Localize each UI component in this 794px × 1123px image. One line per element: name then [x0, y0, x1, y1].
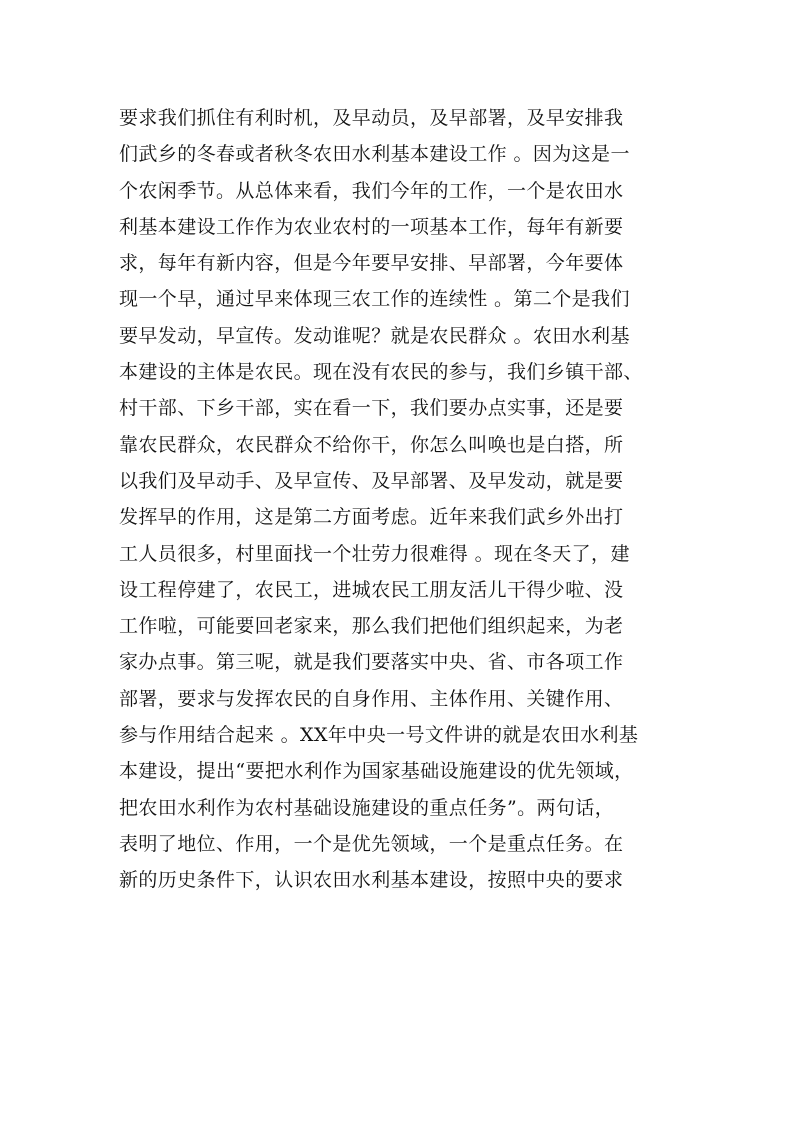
text-line: 个农闲季节。从总体来看，我们今年的工作，一个是农田水	[119, 179, 624, 202]
text-line: 以我们及早动手、及早宣传、及早部署、及早发动，就是要	[119, 469, 624, 492]
text-line: 家办点事。第三呢，就是我们要落实中央、省、市各项工作	[119, 651, 624, 674]
text-line: 设工程停建了，农民工，进城农民工朋友活儿干得少啦、没	[119, 578, 624, 601]
text-line: 部署，要求与发挥农民的自身作用、主体作用、关键作用、	[119, 687, 624, 710]
text-line: 要求我们抓住有利时机，及早动员，及早部署，及早安排我	[119, 107, 624, 129]
text-line: 村干部、下乡干部，实在看一下，我们要办点实事，还是要	[119, 397, 624, 420]
text-line: 利基本建设工作作为农业农村的一项基本工作，每年有新要	[119, 215, 624, 238]
text-line: 们武乡的冬春或者秋冬农田水利基本建设工作 。因为这是一	[119, 143, 630, 166]
text-line: 把农田水利作为农村基础设施建设的重点任务”。两句话，	[119, 796, 615, 819]
text-line: 工人员很多，村里面找一个壮劳力很难得 。现在冬天了，建	[119, 542, 630, 565]
text-line: 新的历史条件下，认识农田水利基本建设，按照中央的要求	[119, 869, 624, 892]
text-line: 工作啦，可能要回老家来，那么我们把他们组织起来，为老	[119, 615, 624, 638]
text-line: 本建设，提出“要把水利作为国家基础设施建设的优先领域，	[119, 760, 634, 783]
text-line: 本建设的主体是农民。现在没有农民的参与，我们乡镇干部、	[119, 361, 643, 384]
text-line: 靠农民群众，农民群众不给你干，你怎么叫唤也是白搭，所	[119, 433, 624, 456]
text-line: 参与作用结合起来 。XX年中央一号文件讲的就是农田水利基	[119, 724, 639, 747]
body-text	[119, 100, 689, 899]
text-line: 现一个早，通过早来体现三农工作的连续性 。第二个是我们	[119, 288, 630, 311]
text-line: 发挥早的作用，这是第二方面考虑。近年来我们武乡外出打	[119, 506, 624, 529]
text-line: 要早发动，早宣传。发动谁呢？就是农民群众 。农田水利基	[119, 324, 630, 347]
text-line: 求，每年有新内容，但是今年要早安排、早部署，今年要体	[119, 252, 624, 275]
text-line: 表明了地位、作用，一个是优先领域，一个是重点任务。在	[119, 832, 624, 855]
